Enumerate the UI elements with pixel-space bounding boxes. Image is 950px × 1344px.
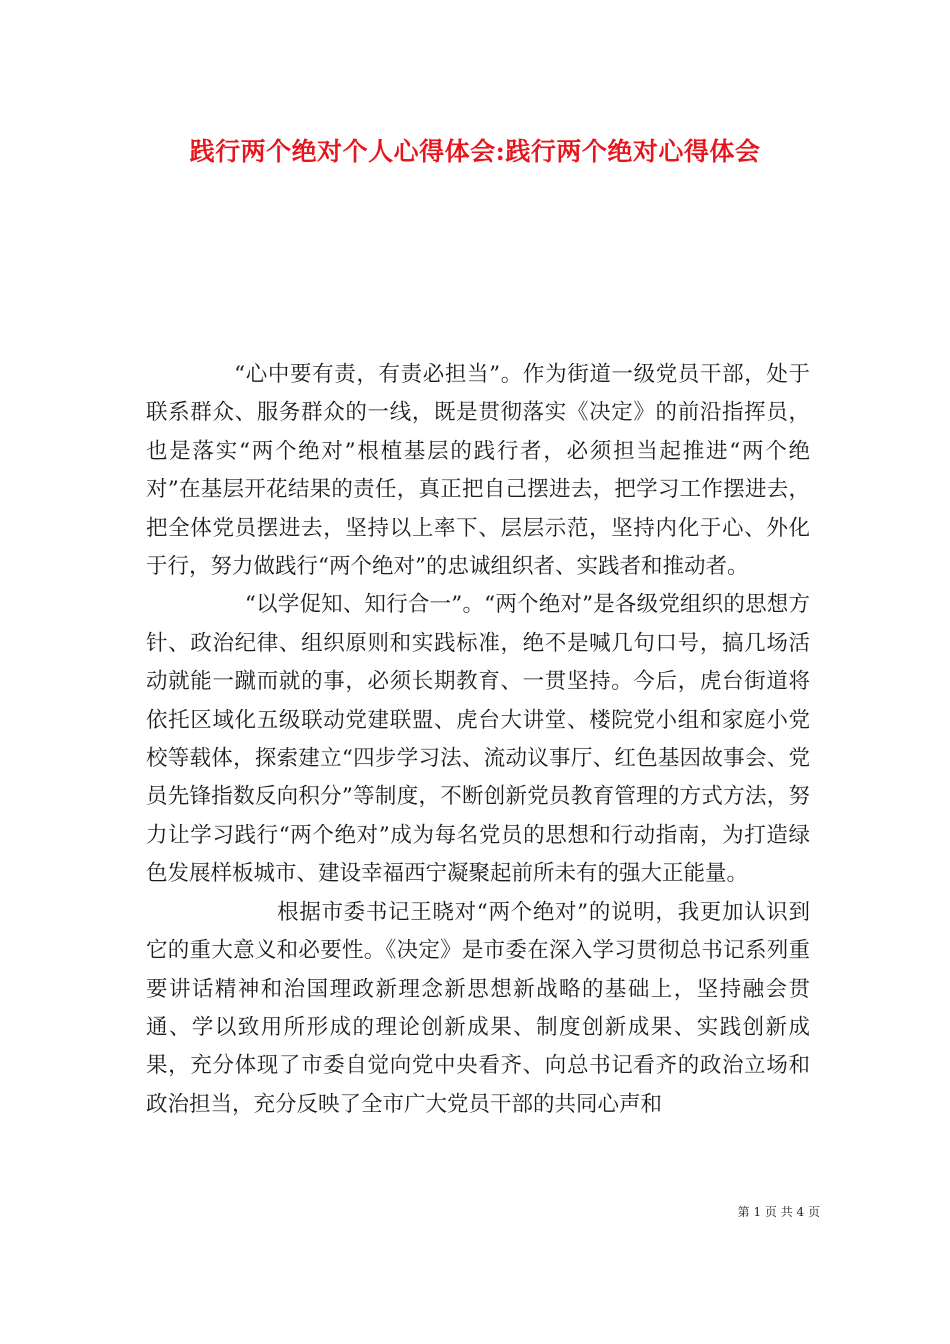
paragraph-1: “心中要有责，有责必担当”。作为街道一级党员干部，处于联系群众、服务群众的一线，既是贯彻落实《决定》的前沿指挥员，也是落实“两个绝对”根植基层的践行者，必须担当起推进“两个绝对”在基层开花结果的责任，真正把自己摆进去，把学习工作摆进去，把全体党员摆进去，坚持以上率下、层层示范，坚持内化于心、外化于行，努力做践行“两个绝对”的忠诚组织者、实践者和推动者。 (146, 362, 810, 580)
document-title: 践行两个绝对个人心得体会:践行两个绝对心得体会 (189, 137, 761, 166)
document-body (146, 356, 810, 1124)
paragraph-3: 根据市委书记王晓对“两个绝对”的说明，我更加认识到它的重大意义和必要性。《决定》是市委在深入学习贯彻总书记系列重要讲话精神和治国理政新理念新思想新战略的基础上，坚持融会贯通、学以致用所形成的理论创新成果、制度创新成果、实践创新成果，充分体现了市委自觉向党中央看齐、向总书记看齐的政治立场和政治担当，充分反映了全市广大党员干部的共同心声和 (146, 899, 810, 1117)
paragraph-2: “以学促知、知行合一”。“两个绝对”是各级党组织的思想方针、政治纪律、组织原则和实践标准，绝不是喊几句口号，搞几场活动就能一蹴而就的事，必须长期教育、一贯坚持。今后，虎台街道将依托区域化五级联动党建联盟、虎台大讲堂、楼院党小组和家庭小党校等载体，探索建立“四步学习法、流动议事厅、红色基因故事会、党员先锋指数反向积分”等制度，不断创新党员教育管理的方式方法，努力让学习践行“两个绝对”成为每名党员的思想和行动指南，为打造绿色发展样板城市、建设幸福西宁凝聚起前所未有的强大正能量。 (146, 592, 810, 887)
page-number-footer: 第 1 页 共 4 页 (737, 1205, 820, 1219)
